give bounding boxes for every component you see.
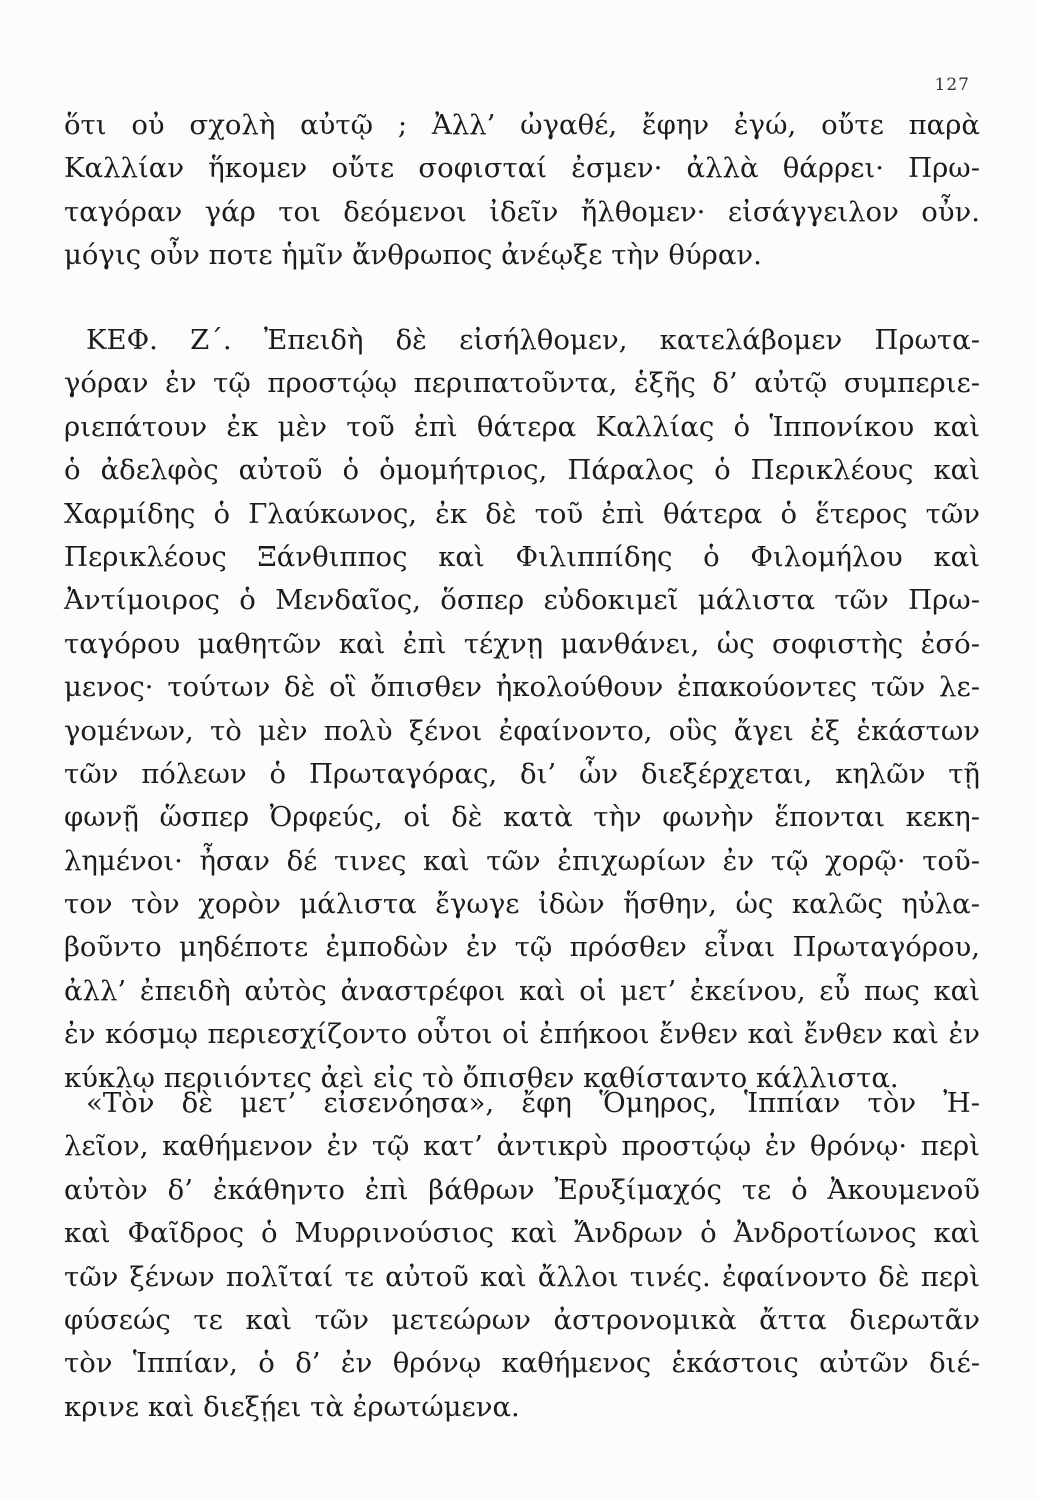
text-line: ὁ ἀδελφὸς αὐτοῦ ὁ ὁμομήτριος, Πάραλος ὁ Περικλέους καὶ: [64, 454, 980, 487]
text-line: τον τὸν χορὸν μάλιστα ἔγωγε ἰδὼν ἥσθην, ὡς καλῶς ηὐλα-: [64, 888, 980, 921]
text-line: ταγόραν γάρ τοι δεόμενοι ἰδεῖν ἤλθομεν· εἰσάγγειλον οὖν.: [64, 195, 980, 228]
text-line: τῶν πόλεων ὁ Πρωταγόρας, δι’ ὧν διεξέρχεται, κηλῶν τῇ: [64, 757, 980, 790]
paragraph: [64, 319, 980, 1100]
text-line: ὅτι οὐ σχολὴ αὐτῷ ; Ἀλλ’ ὠγαθέ, ἔφην ἐγώ, οὔτε παρὰ: [64, 109, 980, 141]
text-line: κύκλῳ περιιόντες ἀεὶ εἰς τὸ ὄπισθεν καθίσταντο κάλλιστα.: [64, 1061, 899, 1094]
text-line: φύσεώς τε καὶ τῶν μετεώρων ἀστρονομικὰ ἄττα διερωτᾶν: [64, 1303, 980, 1336]
text-line: ἀλλ’ ἐπειδὴ αὐτὸς ἀναστρέφοι καὶ οἱ μετ’ ἐκείνου, εὖ πως καὶ: [64, 974, 980, 1007]
text-line: λεῖον, καθήμενον ἐν τῷ κατ’ ἀντικρὺ προστῴῳ ἐν θρόνῳ· περὶ: [64, 1130, 980, 1163]
text-line: Χαρμίδης ὁ Γλαύκωνος, ἐκ δὲ τοῦ ἐπὶ θάτερα ὁ ἕτερος τῶν: [64, 497, 980, 530]
text-line: βοῦντο μηδέποτε ἐμποδὼν ἐν τῷ πρόσθεν εἶναι Πρωταγόρου,: [64, 931, 980, 964]
text-line: φωνῇ ὥσπερ Ὀρφεύς, οἱ δὲ κατὰ τὴν φωνὴν ἕπονται κεκη-: [64, 801, 980, 834]
text-line: καὶ Φαῖδρος ὁ Μυρρινούσιος καὶ Ἄνδρων ὁ Ἀνδροτίωνος καὶ: [64, 1217, 980, 1250]
text-line: κρινε καὶ διεξῄει τὰ ἐρωτώμενα.: [64, 1390, 520, 1423]
chapter-heading-line: ΚΕΦ. Ζ΄. Ἐπειδὴ δὲ εἰσήλθομεν, κατελάβομεν Πρωτα-: [86, 324, 980, 356]
paragraph: [64, 104, 980, 278]
paragraph: [64, 1082, 980, 1429]
text-line: γομένων, τὸ μὲν πολὺ ξένοι ἐφαίνοντο, οὓς ἄγει ἐξ ἑκάστων: [64, 714, 980, 747]
text-line: ἐν κόσμῳ περιεσχίζοντο οὗτοι οἱ ἐπήκοοι ἔνθεν καὶ ἔνθεν καὶ ἐν: [64, 1018, 980, 1051]
text-line: «Τὸν δὲ μετ’ εἰσενόησα», ἔφη Ὅμηρος, Ἱππίαν τὸν Ἠ-: [86, 1087, 980, 1119]
text-line: Καλλίαν ἥκομεν οὔτε σοφισταί ἐσμεν· ἀλλὰ θάρρει· Πρω-: [64, 152, 980, 185]
text-line: ταγόρου μαθητῶν καὶ ἐπὶ τέχνῃ μανθάνει, ὡς σοφιστὴς ἐσό-: [64, 627, 980, 660]
text-line: αὐτὸν δ’ ἐκάθηντο ἐπὶ βάθρων Ἐρυξίμαχός τε ὁ Ἀκουμενοῦ: [64, 1173, 980, 1206]
text-line: λημένοι· ἦσαν δέ τινες καὶ τῶν ἐπιχωρίων ἐν τῷ χορῷ· τοῦ-: [64, 844, 980, 877]
text-line: Ἀντίμοιρος ὁ Μενδαῖος, ὅσπερ εὐδοκιμεῖ μάλιστα τῶν Πρω-: [64, 584, 980, 617]
page-number: 127: [934, 75, 970, 95]
text-line: τὸν Ἱππίαν, ὁ δ’ ἐν θρόνῳ καθήμενος ἑκάστοις αὐτῶν διέ-: [64, 1347, 980, 1380]
text-line: μενος· τούτων δὲ οἳ ὄπισθεν ἠκολούθουν ἐπακούοντες τῶν λε-: [64, 671, 980, 704]
text-line: ριεπάτουν ἐκ μὲν τοῦ ἐπὶ θάτερα Καλλίας ὁ Ἱππονίκου καὶ: [64, 410, 980, 443]
text-line: γόραν ἐν τῷ προστῴῳ περιπατοῦντα, ἑξῆς δ’ αὐτῷ συμπεριε-: [64, 367, 980, 400]
text-line: τῶν ξένων πολῖταί τε αὐτοῦ καὶ ἄλλοι τινές. ἐφαίνοντο δὲ περὶ: [64, 1260, 980, 1293]
text-line: Περικλέους Ξάνθιππος καὶ Φιλιππίδης ὁ Φιλομήλου καὶ: [64, 540, 980, 573]
text-line: μόγις οὖν ποτε ἡμῖν ἄνθρωπος ἀνέῳξε τὴν θύραν.: [64, 239, 762, 272]
